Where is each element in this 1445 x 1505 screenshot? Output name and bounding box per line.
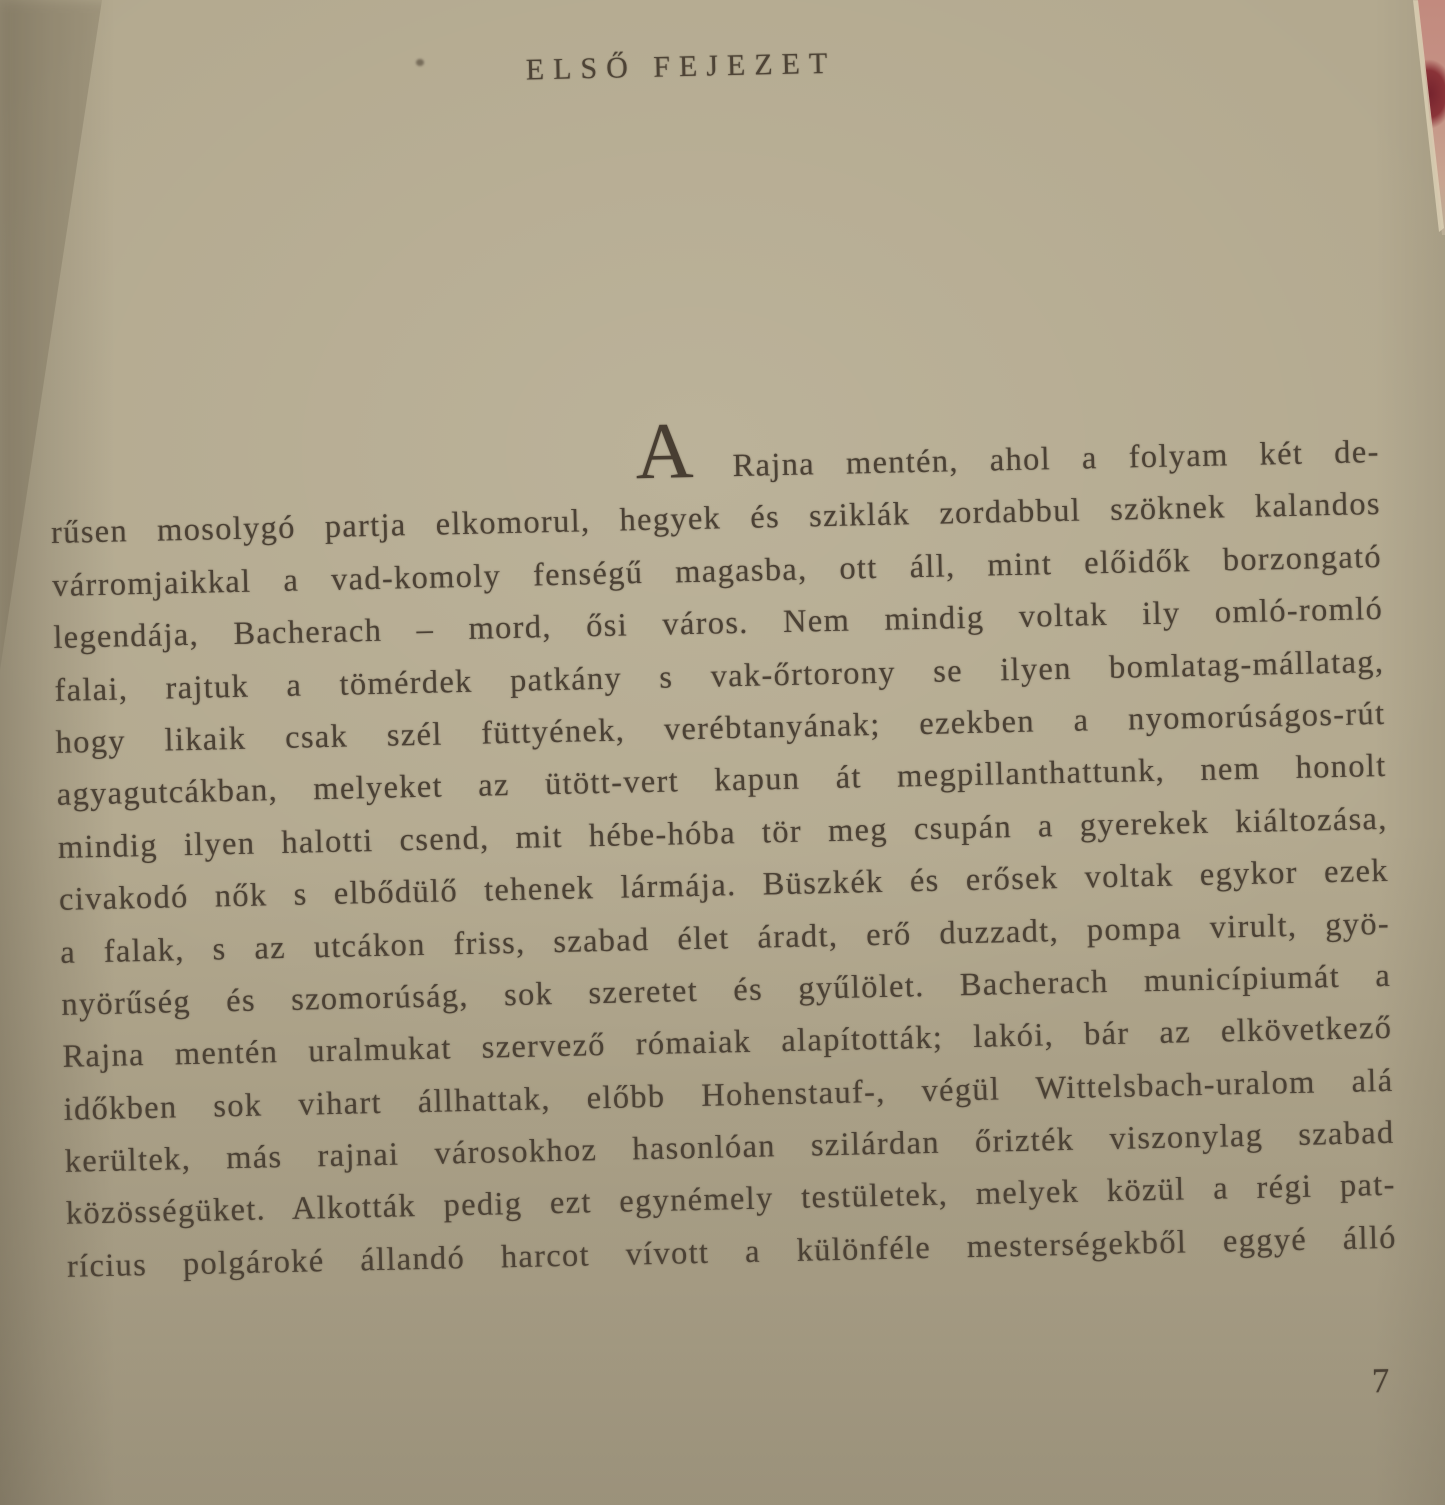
text-line: civakodó nők s elbődülő tehenek lármája. Büszkék és erősek voltak egykor ezek (58, 852, 1390, 918)
chapter-heading: ELSŐ FEJEZET (525, 46, 837, 87)
text-line: nyörűség és szomorúság, sok szeretet és gyűlölet. Bacherach municípiumát a (60, 957, 1392, 1023)
text-line: várromjaikkal a vad-komoly fenségű magasba, ott áll, mint előidők borzongató (51, 538, 1383, 604)
first-line-text: Rajna mentén, ahol a folyam két de- (732, 433, 1380, 485)
text-line: közösségüket. Alkották pedig ezt egynémely testületek, melyek közül a régi pat- (65, 1167, 1397, 1233)
text-line: mindig ilyen halotti csend, mit hébe-hóba tör meg csupán a gyerekek kiáltozása, (57, 800, 1389, 866)
paragraph (49, 406, 1398, 1293)
text-line: falai, rajtuk a tömérdek patkány s vak-őrtorony se ilyen bomlatag-mállatag, (54, 643, 1385, 709)
text-line: hogy likaik csak szél füttyének, verébtanyának; ezekben a nyomorúságos-rút (55, 695, 1386, 761)
text-line: kerültek, más rajnai városokhoz hasonlóan szilárdan őrizték viszonylag szabad (64, 1114, 1395, 1180)
text-line: a falak, s az utcákon friss, szabad élet áradt, erő duzzadt, pompa virult, gyö- (59, 905, 1391, 971)
dropcap-initial: A (634, 406, 695, 497)
text-line: időkben sok vihart állhattak, előbb Hohenstauf-, végül Wittelsbach-uralom alá (63, 1062, 1394, 1128)
text-line: legendája, Bacherach – mord, ősi város. Nem mindig voltak ily omló-romló (52, 591, 1384, 657)
text-line: agyagutcákban, melyeket az ütött-vert kapun át megpillanthattunk, nem honolt (56, 748, 1387, 814)
page-number: 7 (1371, 1360, 1390, 1401)
text-line: rícius polgároké állandó harcot vívott a különféle mesterségekből eggyé álló (66, 1219, 1398, 1285)
text-line: Rajna mentén uralmukat szervező rómaiak alapították; lakói, bár az elkövetkező (62, 1010, 1393, 1076)
text-line: rűsen mosolygó partja elkomorul, hegyek és sziklák zordabbul szöknek kalandos (50, 486, 1382, 552)
